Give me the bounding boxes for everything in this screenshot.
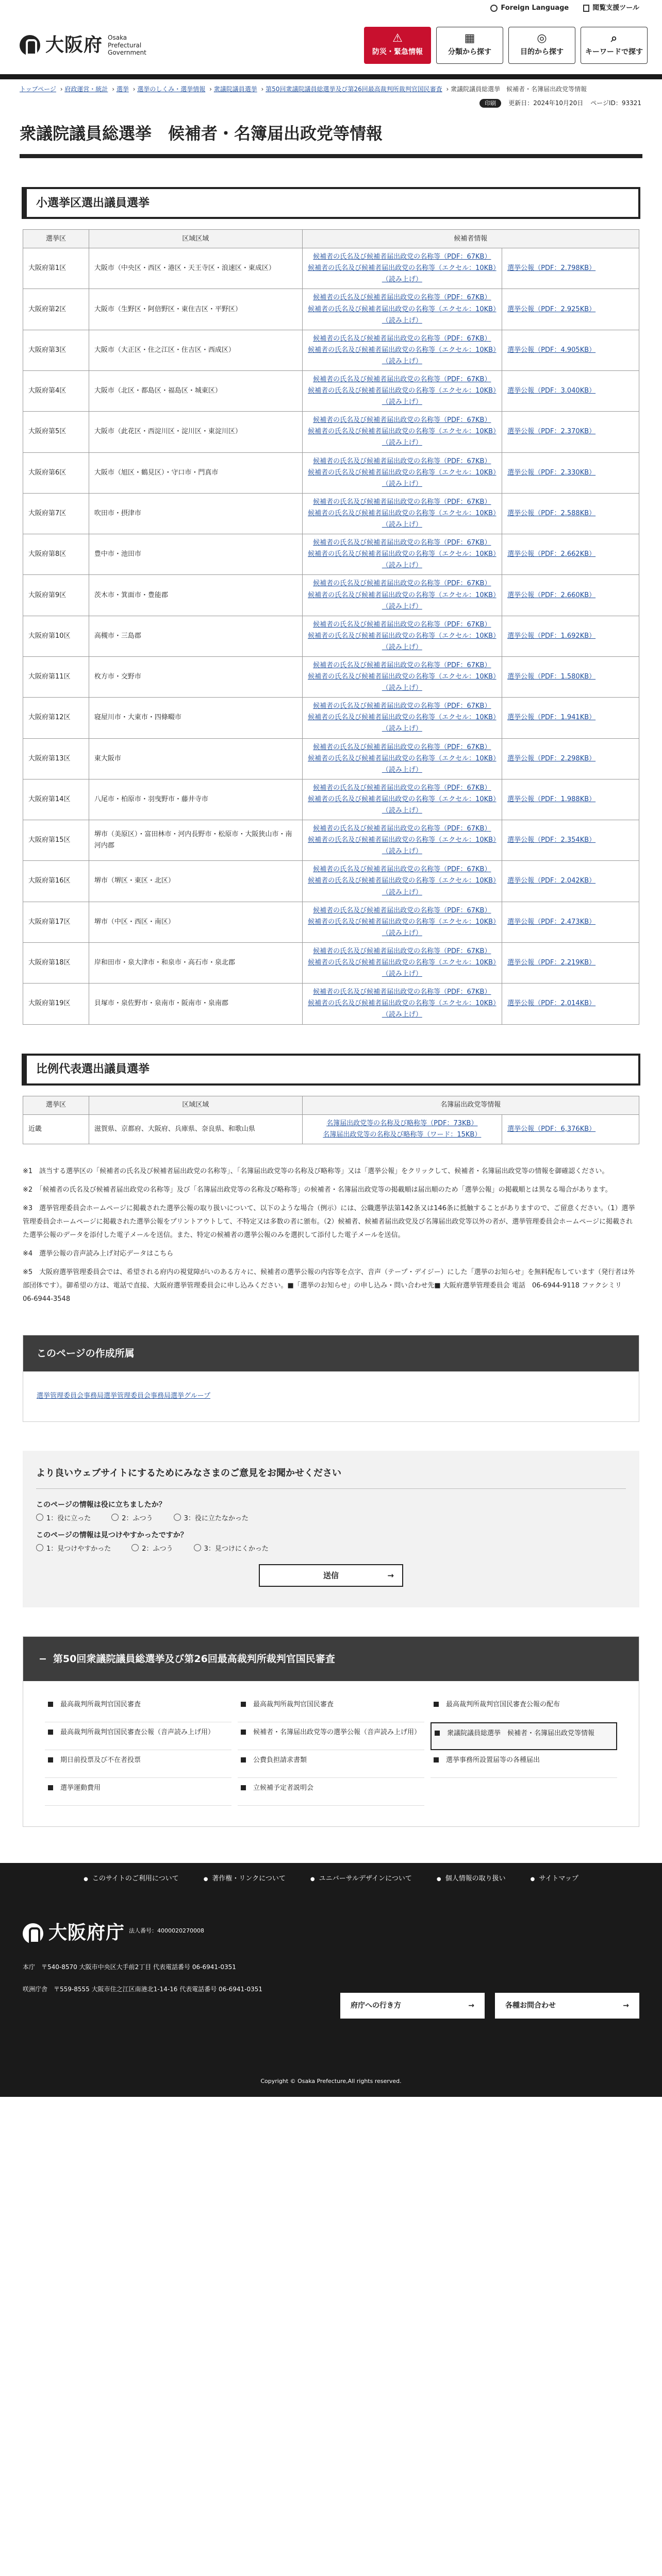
send-button[interactable]: 送信 → <box>259 1564 403 1587</box>
notes: ※1 該当する選挙区の「候補者の氏名及び候補者届出政党の名称等」、「名簿届出政党等の名称及び略称等」又は「選挙公報」をクリックして、候補者・名簿届出政党等の情報を御確認ください。 ※2 「候補者の氏名及び候補者届出政党の名称等」及び「名簿届出政党等の名称及び略称等」の候補者・名簿届出政党等の掲載順は届出順のため「選挙公報」の掲載順とは異なる場合があります。 ※3 選挙管理委員会ホームページに掲載された選挙公報の取り扱いについて、以下のような場合（例示）には、公職選挙法第142条又は146条に抵触することがありますので、ご留意ください。（1）選挙管理委員会ホームページに掲載された選挙公報をプリントアウトして、不特定又は多数の者に頒布。（2）候補者、候補者届出政党及び名簿届出政党等以外の者が、選挙管理委員会ホームページに掲載された選挙公報のデータを添付した電子メールを送信。また、特定の候補者の選挙公報のみを選択して添付した電子メールを送信。 ※4 選挙公報の音声読み上げ対応データはこちら ※5 大阪府選挙管理委員会では、希望される府内の視覚障がいのある方々に、候補者の選挙公報の内容等を点字、音声（テープ・デイジー）にした「選挙のお知らせ」を無料配布しています（発行者は外部団体です）。御希望の方は、電話で直接、大阪府選挙管理委員会に申し込みください。■「選挙のお知らせ」の申し込み・問い合わせ先■ 大阪府選挙管理委員会 電話 06-6944-9118 ファクシミリ 06-6944-3548 <box>23 1165 639 1306</box>
breadcrumb: トップページ › 府政運営・統計 › 選挙 › 選挙のしくみ・選挙情報 › 衆議院議員選挙 › 第50回衆議院議員総選挙及び第26回最高裁判所裁判官国民審査 › 衆議院議員総選挙 候補者・名簿届出政党等情報 <box>20 86 587 93</box>
table-row: 大阪府第18区 岸和田市・泉大津市・和泉市・高石市・泉北郡 候補者の氏名及び候補者届出政党の名称等（PDF：67KB） 候補者の氏名及び候補者届出政党の名称等（エクセル：10KB）（読み上げ） 選挙公報（PDF：2.219KB） <box>23 942 639 983</box>
breadcrumb-item[interactable]: 選挙のしくみ・選挙情報 <box>137 86 206 93</box>
menu-item[interactable]: 公費負担請求書類 <box>238 1750 424 1778</box>
col-area: 区域区域 <box>89 1096 302 1114</box>
candidate-excel-link[interactable]: 候補者の氏名及び候補者届出政党の名称等（エクセル：10KB）（読み上げ） <box>308 346 496 365</box>
table-row: 大阪府第6区 大阪市（旭区・鶴見区）・守口市・門真市 候補者の氏名及び候補者届出政党の名称等（PDF：67KB） 候補者の氏名及び候補者届出政党の名称等（エクセル：10KB）（読み上げ） 選挙公報（PDF：2.330KB） <box>23 452 639 493</box>
created-by-section: このページの作成所属 選挙管理委員会事務局選挙管理委員会事務局選挙グループ <box>23 1335 639 1422</box>
table-row: 大阪府第16区 堺市（堺区・東区・北区） 候補者の氏名及び候補者届出政党の名称等（PDF：67KB） 候補者の氏名及び候補者届出政党の名称等（エクセル：10KB）（読み上げ） 選挙公報（PDF：2.042KB） <box>23 861 639 902</box>
table-row: 大阪府第4区 大阪市（北区・都島区・福島区・城東区） 候補者の氏名及び候補者届出政党の名称等（PDF：67KB） 候補者の氏名及び候補者届出政党の名称等（エクセル：10KB）（読み上げ） 選挙公報（PDF：3.040KB） <box>23 371 639 412</box>
candidate-excel-link[interactable]: 候補者の氏名及び候補者届出政党の名称等（エクセル：10KB）（読み上げ） <box>308 836 496 856</box>
breadcrumb-item[interactable]: 衆議院議員選挙 <box>213 86 257 93</box>
table-row: 大阪府第14区 八尾市・柏原市・羽曳野市・藤井寺市 候補者の氏名及び候補者届出政党の名称等（PDF：67KB） 候補者の氏名及び候補者届出政党の名称等（エクセル：10KB）（読み上げ） 選挙公報（PDF：1.988KB） <box>23 779 639 820</box>
candidate-pdf-link[interactable]: 候補者の氏名及び候補者届出政党の名称等（PDF：67KB） <box>313 294 491 302</box>
updated-date: 更新日：2024年10月20日 <box>508 99 584 107</box>
bulletin-link[interactable]: 選挙公報（PDF：2.354KB） <box>507 836 596 844</box>
page-meta <box>0 95 662 108</box>
table-row: 大阪府第11区 枚方市・交野市 候補者の氏名及び候補者届出政党の名称等（PDF：67KB） 候補者の氏名及び候補者届出政党の名称等（エクセル：10KB）（読み上げ） 選挙公報（PDF：1.580KB） <box>23 656 639 697</box>
candidate-pdf-link[interactable]: 候補者の氏名及び候補者届出政党の名称等（PDF：67KB） <box>313 947 491 955</box>
feedback-survey: より良いウェブサイトにするためにみなさまのご意見をお聞かせください このページの情報は役に立ちましたか？ 1：役に立った 2：ふつう 3：役に立たなかった このページの情報は見つけやすかったですか？ 1：見つけやすかった 2：ふつう 3：見つけにくかった 送信 → <box>23 1451 639 1607</box>
table-row: 大阪府第3区 大阪市（大正区・住之江区・住吉区・西成区） 候補者の氏名及び候補者届出政党の名称等（PDF：67KB） 候補者の氏名及び候補者届出政党の名称等（エクセル：10KB）（読み上げ） 選挙公報（PDF：4.905KB） <box>23 330 639 370</box>
breadcrumb-item[interactable]: トップページ <box>20 86 56 93</box>
candidate-pdf-link[interactable]: 候補者の氏名及び候補者届出政党の名称等（PDF：67KB） <box>313 743 491 751</box>
candidate-excel-link[interactable]: 候補者の氏名及び候補者届出政党の名称等（エクセル：10KB）（読み上げ） <box>308 550 496 570</box>
col-district: 選挙区 <box>23 230 89 248</box>
site-header <box>0 16 662 74</box>
q1-option[interactable]: 1：役に立った <box>36 1514 91 1524</box>
menu-item[interactable]: 最高裁判所裁判官国民審査 <box>45 1694 231 1722</box>
col-candidate: 候補者情報 <box>302 230 639 248</box>
breadcrumb-item[interactable]: 第50回衆議院議員総選挙及び第26回最高裁判所裁判官国民審査 <box>266 86 442 93</box>
header-button[interactable]: ▦ 分類から探す <box>436 27 503 64</box>
table-row: 大阪府第17区 堺市（中区・西区・南区） 候補者の氏名及び候補者届出政党の名称等（PDF：67KB） 候補者の氏名及び候補者届出政党の名称等（エクセル：10KB）（読み上げ） 選挙公報（PDF：2.473KB） <box>23 902 639 942</box>
page-id: ページID：93321 <box>590 99 641 107</box>
footer-nav-link[interactable]: ● このサイトのご利用について <box>84 1874 179 1885</box>
bulletin-link[interactable]: 選挙公報（PDF：2.660KB） <box>507 591 596 599</box>
table-row: 大阪府第12区 寝屋川市・大東市・四條畷市 候補者の氏名及び候補者届出政党の名称等（PDF：67KB） 候補者の氏名及び候補者届出政党の名称等（エクセル：10KB）（読み上げ） 選挙公報（PDF：1.941KB） <box>23 698 639 738</box>
header-buttons <box>364 27 648 64</box>
single-seat-heading: 小選挙区選出議員選挙 <box>22 187 640 219</box>
bulletin-link[interactable]: 選挙公報（PDF：3.040KB） <box>507 387 596 395</box>
candidate-pdf-link[interactable]: 候補者の氏名及び候補者届出政党の名称等（PDF：67KB） <box>313 988 491 996</box>
header-button-icon: ⌕ <box>610 31 618 45</box>
breadcrumb-item[interactable]: 選挙 <box>116 86 129 93</box>
bulletin-link[interactable]: 選挙公報（PDF：1.988KB） <box>507 795 596 803</box>
bulletin-link[interactable]: 選挙公報（PDF：1.692KB） <box>507 632 596 640</box>
header-button[interactable]: ⚠ 防災・緊急情報 <box>364 27 431 64</box>
foreign-language-link[interactable]: Foreign Language <box>490 3 569 14</box>
menu-item[interactable]: 候補者・名簿届出政党等の選挙公報（音声読み上げ用） <box>238 1722 424 1750</box>
footer-nav-link[interactable]: ● 個人情報の取り扱い <box>437 1874 506 1885</box>
access-button[interactable]: 府庁への行き方 → <box>340 1993 485 2019</box>
q1-option[interactable]: 2：ふつう <box>111 1514 153 1524</box>
candidate-pdf-link[interactable]: 候補者の氏名及び候補者届出政党の名称等（PDF：67KB） <box>313 376 491 384</box>
related-menu: − 第50回衆議院議員総選挙及び第26回最高裁判所裁判官国民審査 最高裁判所裁判官国民審査 最高裁判所裁判官国民審査 最高裁判所裁判官国民審査公報の配布 最高裁判所裁判官国民審査公報（音声読み上げ用） 候補者・名簿届出政党等の選挙公報（音声読み上げ用） 衆議院議員総選挙 候補者・名簿届出政党等情報 期日前投票及び不在者投票 公費負担請求書類 選挙事務所設置届等の各種届出 選挙運動費用 立候補予定者説明会 <box>23 1636 639 1827</box>
bulletin-link[interactable]: 選挙公報（PDF：2.042KB） <box>507 877 596 885</box>
menu-item[interactable]: 選挙運動費用 <box>45 1778 231 1806</box>
bulletin-link[interactable]: 選挙公報（PDF：1.941KB） <box>507 714 596 722</box>
candidate-excel-link[interactable]: 候補者の氏名及び候補者届出政党の名称等（エクセル：10KB）（読み上げ） <box>308 918 496 937</box>
tool-icon <box>583 5 589 12</box>
header-button[interactable]: ◎ 目的から探す <box>508 27 575 64</box>
page-title: 衆議院議員総選挙 候補者・名簿届出政党等情報 <box>20 108 642 158</box>
menu-item[interactable]: 衆議院議員総選挙 候補者・名簿届出政党等情報 <box>431 1722 617 1750</box>
bulletin-link[interactable]: 選挙公報（PDF：2.925KB） <box>507 305 596 313</box>
footer-nav <box>0 1863 662 1895</box>
col-area: 区域区域 <box>89 230 302 248</box>
footer-nav-link[interactable]: ● 著作権・リンクについて <box>204 1874 286 1885</box>
candidate-excel-link[interactable]: 候補者の氏名及び候補者届出政党の名称等（エクセル：10KB）（読み上げ） <box>308 264 496 284</box>
table-row: 大阪府第2区 大阪市（生野区・阿倍野区・東住吉区・平野区） 候補者の氏名及び候補者届出政党の名称等（PDF：67KB） 候補者の氏名及び候補者届出政党の名称等（エクセル：10KB）（読み上げ） 選挙公報（PDF：2.925KB） <box>23 289 639 330</box>
candidate-excel-link[interactable]: 候補者の氏名及び候補者届出政党の名称等（エクセル：10KB）（読み上げ） <box>308 754 496 774</box>
proportional-heading: 比例代表選出議員選挙 <box>22 1054 640 1086</box>
candidate-pdf-link[interactable]: 候補者の氏名及び候補者届出政党の名称等（PDF：67KB） <box>313 334 491 343</box>
print-button[interactable]: 印刷 <box>479 99 501 108</box>
candidate-pdf-link[interactable]: 候補者の氏名及び候補者届出政党の名称等（PDF：67KB） <box>313 906 491 914</box>
header-button-icon: ◎ <box>537 31 547 45</box>
breadcrumb-item[interactable]: 府政運営・統計 <box>64 86 108 93</box>
bulletin-link[interactable]: 選挙公報（PDF：2.014KB） <box>507 999 596 1008</box>
candidate-pdf-link[interactable]: 候補者の氏名及び候補者届出政党の名称等（PDF：67KB） <box>313 539 491 547</box>
candidate-excel-link[interactable]: 候補者の氏名及び候補者届出政党の名称等（エクセル：10KB）（読み上げ） <box>308 999 496 1019</box>
candidate-pdf-link[interactable]: 候補者の氏名及び候補者届出政党の名称等（PDF：67KB） <box>313 661 491 669</box>
candidate-excel-link[interactable]: 候補者の氏名及び候補者届出政党の名称等（エクセル：10KB）（読み上げ） <box>308 673 496 692</box>
osaka-logo-icon <box>23 1923 43 1944</box>
bulletin-link[interactable]: 選挙公報（PDF：2.798KB） <box>507 264 596 273</box>
utility-bar <box>0 0 662 16</box>
candidate-excel-link[interactable]: 候補者の氏名及び候補者届出政党の名称等（エクセル：10KB）（読み上げ） <box>308 387 496 406</box>
table-row: 大阪府第1区 大阪市（中央区・西区・港区・天王寺区・浪速区・東成区） 候補者の氏名及び候補者届出政党の名称等（PDF：67KB） 候補者の氏名及び候補者届出政党の名称等（エクセル：10KB）（読み上げ） 選挙公報（PDF：2.798KB） <box>23 248 639 289</box>
candidate-excel-link[interactable]: 候補者の氏名及び候補者届出政党の名称等（エクセル：10KB）（読み上げ） <box>308 714 496 733</box>
bulletin-link[interactable]: 選挙公報（PDF：2.473KB） <box>507 918 596 926</box>
breadcrumb-item: 衆議院議員総選挙 候補者・名簿届出政党等情報 <box>451 86 587 93</box>
menu-item[interactable]: 最高裁判所裁判官国民審査 <box>238 1694 424 1722</box>
table-row: 大阪府第19区 貝塚市・泉佐野市・泉南市・阪南市・泉南郡 候補者の氏名及び候補者届出政党の名称等（PDF：67KB） 候補者の氏名及び候補者届出政党の名称等（エクセル：10KB）（読み上げ） 選挙公報（PDF：2.014KB） <box>23 984 639 1024</box>
minus-icon[interactable]: − <box>39 1653 47 1665</box>
candidate-pdf-link[interactable]: 候補者の氏名及び候補者届出政党の名称等（PDF：67KB） <box>313 580 491 588</box>
candidate-pdf-link[interactable]: 候補者の氏名及び候補者届出政党の名称等（PDF：67KB） <box>313 784 491 792</box>
audio-data-link[interactable]: ※4 選挙公報の音声読み上げ対応データはこちら <box>23 1249 174 1258</box>
table-row: 大阪府第13区 東大阪市 候補者の氏名及び候補者届出政党の名称等（PDF：67KB） 候補者の氏名及び候補者届出政党の名称等（エクセル：10KB）（読み上げ） 選挙公報（PDF：2.298KB） <box>23 738 639 779</box>
bulletin-link[interactable]: 選挙公報（PDF：6,376KB） <box>507 1125 596 1133</box>
candidate-excel-link[interactable]: 候補者の氏名及び候補者届出政党の名称等（エクセル：10KB）（読み上げ） <box>308 428 496 447</box>
bulletin-link[interactable]: 選挙公報（PDF：2.219KB） <box>507 959 596 967</box>
bulletin-link[interactable]: 選挙公報（PDF：2.662KB） <box>507 550 596 558</box>
reading-support-link[interactable]: 閲覧支援ツール <box>583 3 639 14</box>
candidate-excel-link[interactable]: 候補者の氏名及び候補者届出政党の名称等（エクセル：10KB）（読み上げ） <box>308 468 496 488</box>
bulletin-link[interactable]: 選挙公報（PDF：2.370KB） <box>507 428 596 436</box>
menu-item[interactable]: 最高裁判所裁判官国民審査公報（音声読み上げ用） <box>45 1722 231 1750</box>
globe-icon <box>490 5 498 12</box>
bulletin-link[interactable]: 選挙公報（PDF：1.580KB） <box>507 673 596 681</box>
menu-item[interactable]: 立候補予定者説明会 <box>238 1778 424 1806</box>
table-row: 大阪府第15区 堺市（美原区）・富田林市・河内長野市・松原市・大阪狭山市・南河内郡 候補者の氏名及び候補者届出政党の名称等（PDF：67KB） 候補者の氏名及び候補者届出政党の名称等（エクセル：10KB）（読み上げ） 選挙公報（PDF：2.354KB） <box>23 820 639 861</box>
table-row: 大阪府第9区 茨木市・箕面市・豊能郡 候補者の氏名及び候補者届出政党の名称等（PDF：67KB） 候補者の氏名及び候補者届出政党の名称等（エクセル：10KB）（読み上げ） 選挙公報（PDF：2.660KB） <box>23 575 639 616</box>
menu-item[interactable]: 最高裁判所裁判官国民審査公報の配布 <box>431 1694 617 1722</box>
header-band <box>0 74 662 79</box>
footer-nav-link[interactable]: ● ユニバーサルデザインについて <box>310 1874 412 1885</box>
party-word-link[interactable]: 名簿届出政党等の名称及び略称等（ワード：15KB） <box>323 1130 482 1139</box>
candidate-pdf-link[interactable]: 候補者の氏名及び候補者届出政党の名称等（PDF：67KB） <box>313 253 491 261</box>
table-row: 大阪府第5区 大阪市（此花区・西淀川区・淀川区・東淀川区） 候補者の氏名及び候補者届出政党の名称等（PDF：67KB） 候補者の氏名及び候補者届出政党の名称等（エクセル：10KB）（読み上げ） 選挙公報（PDF：2.370KB） <box>23 412 639 452</box>
header-button[interactable]: ⌕ キーワードで探す <box>581 27 648 64</box>
header-button-icon: ▦ <box>464 31 475 45</box>
menu-item[interactable]: 選挙事務所設置届等の各種届出 <box>431 1750 617 1778</box>
bulletin-link[interactable]: 選挙公報（PDF：2.298KB） <box>507 754 596 762</box>
candidate-pdf-link[interactable]: 候補者の氏名及び候補者届出政党の名称等（PDF：67KB） <box>313 825 491 833</box>
site-logo[interactable]: 大阪府 Osaka Prefectural Government <box>20 30 159 60</box>
candidate-pdf-link[interactable]: 候補者の氏名及び候補者届出政党の名称等（PDF：67KB） <box>313 416 491 425</box>
candidate-excel-link[interactable]: 候補者の氏名及び候補者届出政党の名称等（エクセル：10KB）（読み上げ） <box>308 632 496 651</box>
table-row: 大阪府第7区 吹田市・摂津市 候補者の氏名及び候補者届出政党の名称等（PDF：67KB） 候補者の氏名及び候補者届出政党の名称等（エクセル：10KB）（読み上げ） 選挙公報（PDF：2.588KB） <box>23 493 639 534</box>
candidate-excel-link[interactable]: 候補者の氏名及び候補者届出政党の名称等（エクセル：10KB）（読み上げ） <box>308 591 496 611</box>
candidate-excel-link[interactable]: 候補者の氏名及び候補者届出政党の名称等（エクセル：10KB）（読み上げ） <box>308 509 496 529</box>
q1-option[interactable]: 3：役に立たなかった <box>174 1514 249 1524</box>
table-row: 大阪府第8区 豊中市・池田市 候補者の氏名及び候補者届出政党の名称等（PDF：67KB） 候補者の氏名及び候補者届出政党の名称等（エクセル：10KB）（読み上げ） 選挙公報（PDF：2.662KB） <box>23 534 639 575</box>
party-pdf-link[interactable]: 名簿届出政党等の名称及び略称等（PDF：73KB） <box>326 1119 478 1127</box>
bulletin-link[interactable]: 選挙公報（PDF：4.905KB） <box>507 346 596 354</box>
candidate-excel-link[interactable]: 候補者の氏名及び候補者届出政党の名称等（エクセル：10KB）（読み上げ） <box>308 305 496 325</box>
contact-button[interactable]: 各種お問合わせ → <box>495 1993 639 2019</box>
q2-option[interactable]: 2：ふつう <box>131 1544 173 1555</box>
col-district: 選挙区 <box>23 1096 89 1114</box>
candidate-excel-link[interactable]: 候補者の氏名及び候補者届出政党の名称等（エクセル：10KB）（読み上げ） <box>308 795 496 815</box>
single-seat-table <box>23 229 639 1024</box>
candidate-excel-link[interactable]: 候補者の氏名及び候補者届出政党の名称等（エクセル：10KB）（読み上げ） <box>308 959 496 978</box>
candidate-pdf-link[interactable]: 候補者の氏名及び候補者届出政党の名称等（PDF：67KB） <box>313 702 491 710</box>
candidate-pdf-link[interactable]: 候補者の氏名及び候補者届出政党の名称等（PDF：67KB） <box>313 866 491 874</box>
candidate-excel-link[interactable]: 候補者の氏名及び候補者届出政党の名称等（エクセル：10KB）（読み上げ） <box>308 877 496 896</box>
header-button-icon: ⚠ <box>392 31 403 45</box>
q2-option[interactable]: 3：見つけにくかった <box>194 1544 269 1555</box>
bulletin-link[interactable]: 選挙公報（PDF：2.330KB） <box>507 468 596 477</box>
proportional-table <box>23 1096 639 1144</box>
table-row: 大阪府第10区 高槻市・三島郡 候補者の氏名及び候補者届出政党の名称等（PDF：67KB） 候補者の氏名及び候補者届出政党の名称等（エクセル：10KB）（読み上げ） 選挙公報（PDF：1.692KB） <box>23 616 639 656</box>
footer-nav-link[interactable]: ● サイトマップ <box>531 1874 578 1885</box>
menu-item[interactable]: 期日前投票及び不在者投票 <box>45 1750 231 1778</box>
site-footer: 大阪府庁 法人番号：4000020270008 本庁 〒540-8570 大阪市中央区大手前2丁目 代表電話番号 06-6941-0351 咲洲庁舎 〒559-8555 大阪市住之江区南港北1-14-16 代表電話番号 06-6941-0351 府庁への行き方 → 各種お問合わせ → Copyright © Osaka Prefecture,All rights reserved. <box>0 1895 662 2097</box>
candidate-pdf-link[interactable]: 候補者の氏名及び候補者届出政党の名称等（PDF：67KB） <box>313 620 491 629</box>
col-party: 名簿届出政党等情報 <box>302 1096 639 1114</box>
table-row: 近畿 滋賀県、京都府、大阪府、兵庫県、奈良県、和歌山県 名簿届出政党等の名称及び略称等（PDF：73KB） 名簿届出政党等の名称及び略称等（ワード：15KB） 選挙公報（PDF：6,376KB） <box>23 1114 639 1144</box>
q2-option[interactable]: 1：見つけやすかった <box>36 1544 111 1555</box>
department-link[interactable]: 選挙管理委員会事務局選挙管理委員会事務局選挙グループ <box>37 1392 210 1400</box>
candidate-pdf-link[interactable]: 候補者の氏名及び候補者届出政党の名称等（PDF：67KB） <box>313 498 491 506</box>
candidate-pdf-link[interactable]: 候補者の氏名及び候補者届出政党の名称等（PDF：67KB） <box>313 457 491 465</box>
bulletin-link[interactable]: 選挙公報（PDF：2.588KB） <box>507 509 596 517</box>
osaka-logo-icon <box>20 35 40 56</box>
